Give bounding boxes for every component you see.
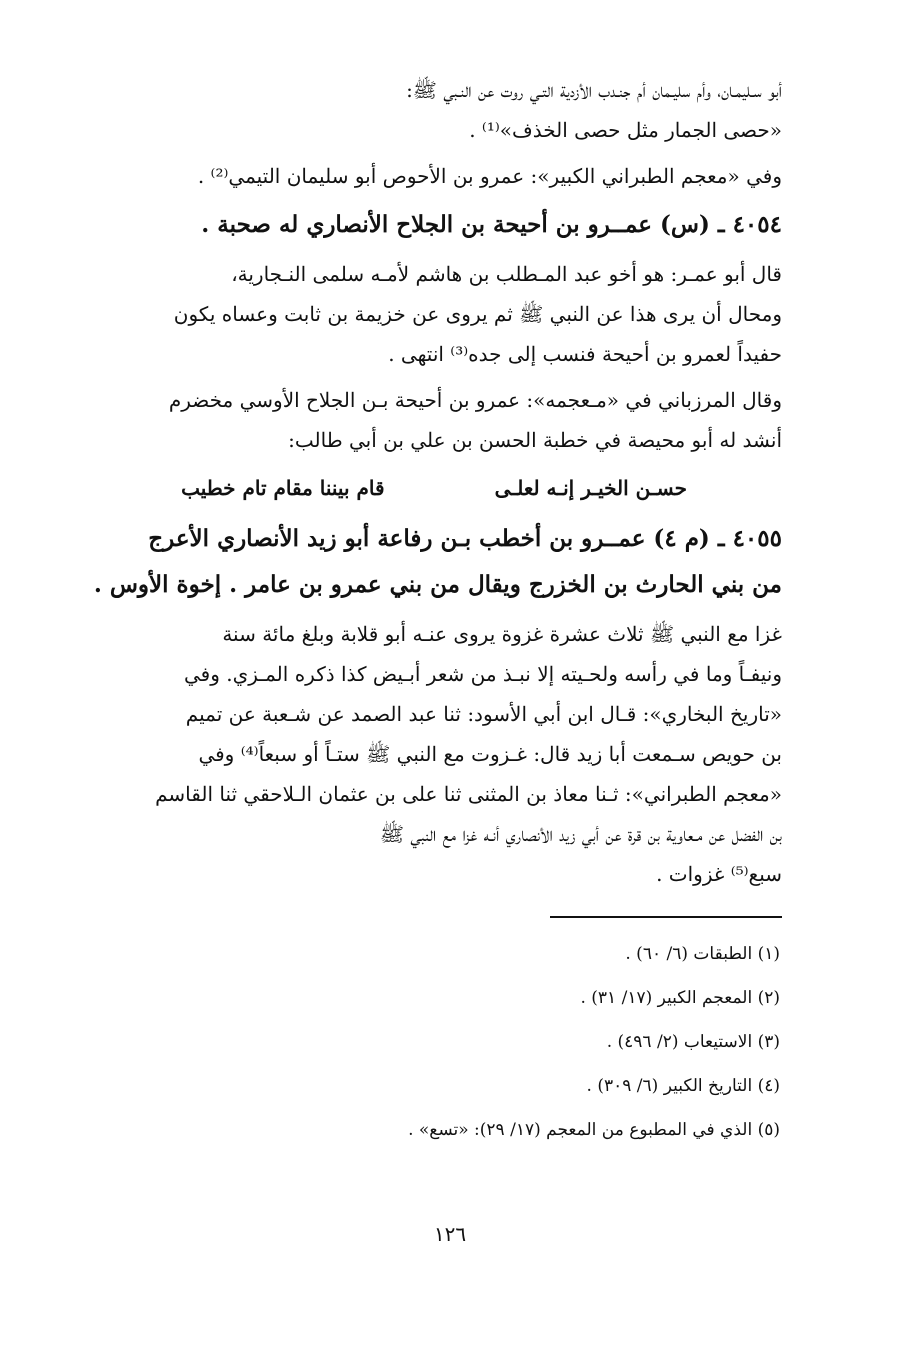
footnote-4: (٤) التاريخ الكبير (٦/ ٣٠٩) .: [586, 1076, 780, 1096]
text-line: قال أبو عمـر: هو أخو عبد المـطلب بن هاشم لأمـه سلمى النـجارية،: [231, 262, 782, 286]
verse-second-hemistich: قام بيننا مقام تام خطيب: [181, 476, 385, 500]
page-number: ١٢٦: [433, 1222, 467, 1246]
footnote-5: (٥) الذي في المطبوع من المعجم (١٧/ ٢٩): «تسع» .: [408, 1120, 780, 1140]
heading-line: ٤٠٥٤ ـ (س) عمــرو بن أحيحة بن الجلاح الأنصاري له صحبة .: [201, 211, 782, 238]
text-line: غزا مع النبي ﷺ ثلاث عشرة غزوة يروى عنـه أبو قلابة وبلغ مائة سنة: [222, 622, 782, 646]
text-line: وقال المرزباني في «مـعجمه»: عمرو بن أحيحة بـن الجلاح الأوسي مخضرم: [168, 388, 782, 412]
paragraph-3: [86, 254, 782, 374]
footnote-1: (١) الطبقات (٦/ ٦٠) .: [625, 944, 780, 964]
text-line: بن حويص سـمعت أبا زيد قال: غـزوت مع النبي ﷺ ستـاً أو سبعاً⁽⁴⁾ وفي: [198, 742, 782, 766]
text-line: ومحال أن يرى هذا عن النبي ﷺ ثم يروى عن خزيمة بن ثابت وعساه يكون: [173, 302, 782, 326]
paragraph-2: [86, 156, 782, 196]
paragraph-5: [86, 614, 782, 894]
footnote-2: (٢) المعجم الكبير (١٧/ ٣١) .: [580, 988, 780, 1008]
footnotes: [86, 932, 782, 1152]
verse-first-hemistich: حسـن الخيـر إنـه لعلـى: [494, 476, 687, 500]
text-line: حفيداً لعمرو بن أحيحة فنسب إلى جده⁽³⁾ انتهى .: [388, 342, 782, 366]
text-line: «تاريخ البخاري»: قـال ابن أبي الأسود: ثنا عبد الصمد عن شـعبة عن تميم: [185, 702, 782, 726]
text-line: «معجم الطبراني»: ثـنا معاذ بن المثنى ثنا على بن عثمان الـلاحقي ثنا القاسم: [155, 782, 782, 806]
text-line: وفي «معجم الطبراني الكبير»: عمرو بن الأحوص أبو سليمان التيمي⁽²⁾ .: [197, 164, 782, 188]
text-line: سبع⁽⁵⁾ غزوات .: [656, 862, 782, 886]
paragraph-4: [86, 380, 782, 460]
footnote-separator: [550, 916, 782, 918]
entry-heading-4054: [86, 202, 782, 248]
heading-line: من بني الحارث بن الخزرج ويقال من بني عمرو بن عامر . إخوة الأوس .: [93, 571, 782, 598]
text-line: أنشد له أبو محيصة في خطبة الحسن بن علي بن أبي طالب:: [288, 428, 782, 452]
text-line: «حصى الجمار مثل حصى الخذف»⁽¹⁾ .: [469, 118, 782, 142]
entry-heading-4055: [86, 516, 782, 608]
text-line: أبو سـليمـان، وأم سليـمان أم جنـدب الأزدية التـي روت عن النـبي ﷺ:: [406, 78, 782, 102]
text-line: بن الفضل عن مـعاوية بن قرة عن أبي زيد الأنصاري أنـه غزا مع النبي ﷺ: [379, 822, 782, 846]
footnote-3: (٣) الاستيعاب (٢/ ٤٩٦) .: [606, 1032, 780, 1052]
text-line: ونيفـاً وما في رأسه ولحـيته إلا نبـذ من شعر أبـيض كذا ذكره المـزي. وفي: [183, 662, 782, 686]
poetry-verse: [86, 466, 782, 510]
heading-line: ٤٠٥٥ ـ (م ٤) عمــرو بن أخطب بـن رفاعة أبو زيد الأنصاري الأعرج: [148, 525, 782, 552]
paragraph-1: [86, 70, 782, 150]
